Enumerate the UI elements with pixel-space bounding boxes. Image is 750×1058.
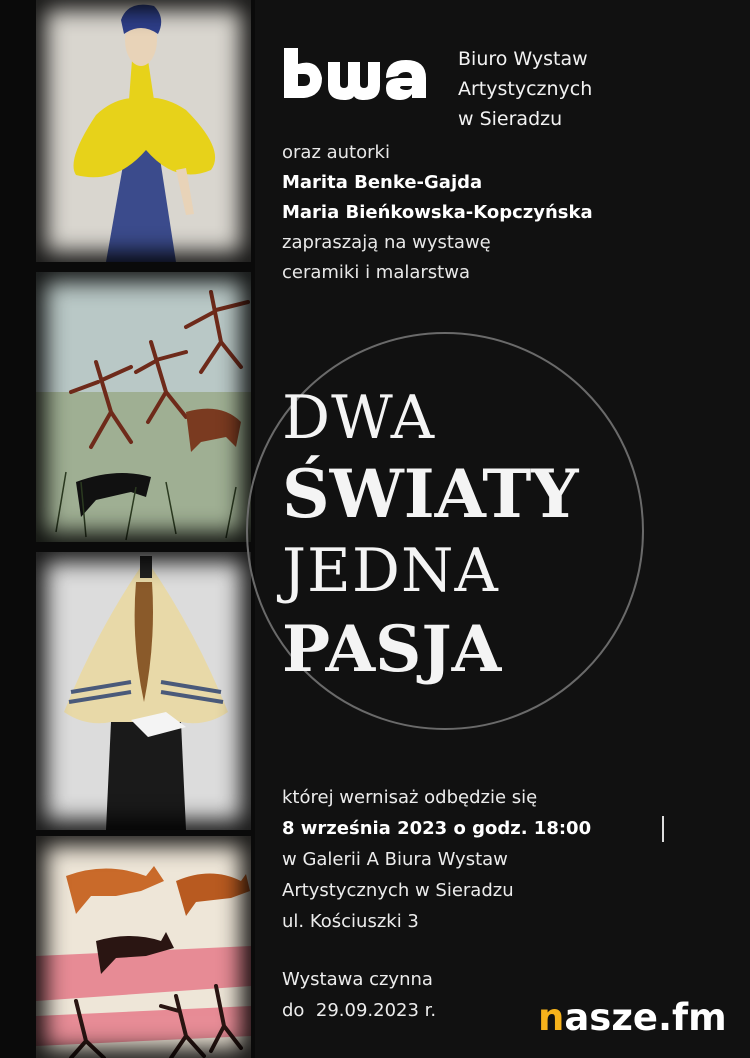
- organizer-name-line-3: w Sieradzu: [458, 108, 563, 130]
- author-name-2: Maria Bieńkowska-Kopczyńska: [282, 202, 593, 223]
- intro-exhibition-type: ceramiki i malarstwa: [282, 262, 470, 283]
- exhibition-title-line-2: ŚWIATY: [282, 455, 579, 533]
- intro-line: oraz autorki: [282, 142, 390, 163]
- artwork-ceramic-figure-with-book: [36, 552, 251, 830]
- organizer-name-line-2: Artystycznych: [458, 78, 593, 100]
- artwork-painting-hunters: [36, 272, 251, 542]
- exhibition-closing-info: [282, 964, 436, 1026]
- venue-line-1: w Galerii A Biura Wystaw: [282, 849, 508, 870]
- venue-line-2: Artystycznych w Sieradzu: [282, 880, 514, 901]
- invitation-intro: [282, 138, 593, 288]
- exhibition-title-line-4: PASJA: [282, 612, 502, 687]
- opening-details: [282, 782, 591, 937]
- watermark-text: asze.fm: [564, 996, 727, 1039]
- author-name-1: Marita Benke-Gajda: [282, 172, 483, 193]
- intro-invite-line: zapraszają na wystawę: [282, 232, 491, 253]
- artwork-strip: [0, 0, 255, 1058]
- nasze-fm-watermark: [538, 996, 727, 1039]
- organizer-name-line-1: Biuro Wystaw: [458, 48, 588, 70]
- decorative-divider: [662, 816, 664, 842]
- watermark-accent-letter: n: [538, 996, 565, 1039]
- closing-date: do 29.09.2023 r.: [282, 1000, 437, 1021]
- exhibition-title-line-3: JEDNA: [282, 536, 499, 606]
- opening-intro-line: której wernisaż odbędzie się: [282, 787, 538, 808]
- artwork-ceramic-yellow-figure: [36, 0, 251, 262]
- venue-address: ul. Kościuszki 3: [282, 911, 419, 932]
- closing-line-1: Wystawa czynna: [282, 969, 433, 990]
- exhibition-title-line-1: DWA: [282, 383, 436, 453]
- artwork-painting-horses: [36, 836, 251, 1058]
- opening-date: 8 września 2023 o godz. 18:00: [282, 818, 592, 839]
- organizer-name: [458, 44, 592, 134]
- bwa-logo: [280, 44, 430, 104]
